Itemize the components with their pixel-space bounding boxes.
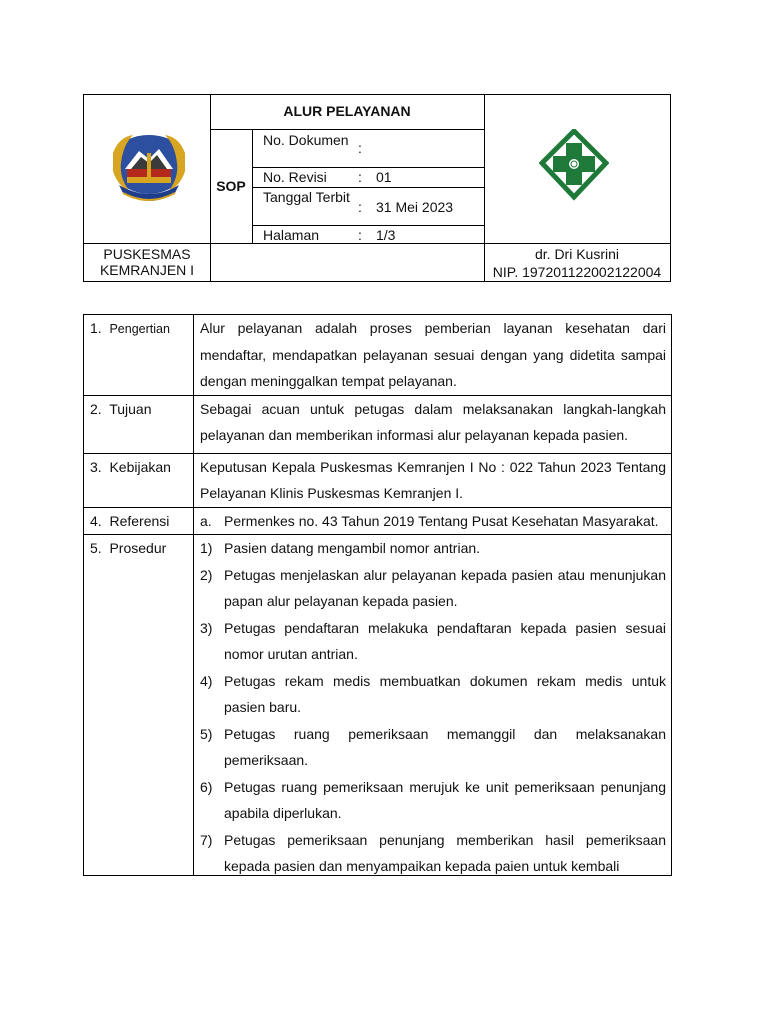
head-nip: NIP. 197201122002122004 — [492, 264, 662, 280]
section-number: 2. — [90, 400, 102, 417]
field-label-no-dokumen: No. Dokumen — [263, 132, 349, 148]
section-number: 3. — [90, 458, 102, 475]
regency-emblem-icon — [109, 123, 189, 213]
section-label-cell — [84, 395, 194, 453]
section-text: Alur pelayanan adalah proses pemberian layanan kesehatan dari mendaftar, mendapatkan pelayanan sesuai dengan yang didetita sampai dengan meninggalkan tempat pelayanan. — [194, 315, 672, 396]
field-colon: : — [358, 227, 362, 243]
section-number: 1. — [90, 320, 102, 336]
organization-name — [84, 246, 210, 278]
list-item — [200, 562, 666, 615]
organization-line: KEMRANJEN I — [99, 262, 195, 278]
list-text: Petugas ruang pemeriksaan memanggil dan melaksanakan pemeriksaan. — [224, 725, 666, 768]
section-text: Sebagai acuan untuk petugas dalam melaksanakan langkah-langkah pelayanan dan memberikan informasi alur pelayanan kepada pasien. — [194, 395, 672, 453]
section-number: 4. — [90, 512, 102, 529]
list-text: Petugas pendaftaran melakuka pendaftaran kepada pasien sesuai nomor urutan antrian. — [224, 619, 666, 662]
head-name: dr. Dri Kusrini — [534, 246, 620, 262]
section-label-cell — [84, 507, 194, 535]
section-text: Keputusan Kepala Puskesmas Kemranjen I No : 022 Tahun 2023 Tentang Pelayanan Klinis Puskesmas Kemranjen I. — [194, 453, 672, 507]
field-label-halaman: Halaman — [263, 227, 320, 243]
list-item — [200, 615, 666, 668]
field-label-tanggal-terbit: Tanggal Terbit — [263, 189, 350, 205]
list-marker: a. — [200, 512, 212, 529]
divider — [210, 129, 484, 130]
divider — [252, 187, 484, 188]
section-label-cell — [84, 453, 194, 507]
sop-header-box — [83, 94, 671, 282]
field-value-tanggal-terbit: 31 Mei 2023 — [376, 199, 454, 215]
field-colon: : — [358, 199, 362, 215]
document-title: ALUR PELAYANAN — [283, 103, 411, 119]
list-item — [200, 721, 666, 774]
table-row — [84, 315, 672, 396]
section-label-cell — [84, 315, 194, 396]
list-marker: 1) — [200, 540, 213, 556]
list-marker: 4) — [200, 672, 213, 689]
table-row — [84, 453, 672, 507]
divider — [252, 225, 484, 226]
field-value-no-revisi: 01 — [376, 169, 392, 185]
divider — [252, 167, 484, 168]
procedure-list — [200, 535, 666, 875]
sop-label: SOP — [216, 178, 246, 194]
list-marker: 2) — [200, 566, 213, 583]
field-colon: : — [358, 169, 362, 185]
divider — [84, 243, 670, 244]
list-text: Permenkes no. 43 Tahun 2019 Tentang Pusat Kesehatan Masyarakat. — [224, 512, 659, 529]
list-item — [200, 535, 666, 562]
field-colon: : — [358, 140, 362, 156]
section-label: Referensi — [109, 512, 170, 529]
list-text: Petugas menjelaskan alur pelayanan kepada pasien atau menunjukan papan alur pelayanan kepada pasien. — [224, 566, 666, 609]
section-label: Kebijakan — [109, 458, 171, 475]
section-label: Prosedur — [109, 540, 167, 556]
organization-line: PUSKESMAS — [103, 246, 191, 262]
table-row — [84, 507, 672, 535]
list-text: Pasien datang mengambil nomor antrian. — [224, 540, 481, 556]
section-label: Pengertian — [109, 322, 170, 336]
sop-content-table — [83, 314, 672, 876]
list-text: Petugas pemeriksaan penunjang memberikan hasil pemeriksaan kepada pasien dan menyampaikan kepada paien untuk kembali — [224, 831, 666, 874]
field-label-no-revisi: No. Revisi — [263, 169, 327, 185]
puskesmas-cross-logo-icon — [539, 129, 609, 201]
table-row — [84, 395, 672, 453]
list-item — [200, 668, 666, 721]
section-list — [194, 535, 672, 876]
list-marker: 6) — [200, 778, 213, 795]
list-marker: 3) — [200, 619, 213, 636]
list-text: Petugas rekam medis membuatkan dokumen rekam medis untuk pasien baru. — [224, 672, 666, 715]
list-item — [200, 827, 666, 876]
list-marker: 7) — [200, 831, 213, 848]
list-item — [200, 774, 666, 827]
section-number: 5. — [90, 540, 102, 556]
section-list — [194, 507, 672, 535]
section-label: Tujuan — [109, 400, 152, 417]
list-text: Petugas ruang pemeriksaan merujuk ke unit pemeriksaan penunjang apabila diperlukan. — [224, 778, 666, 821]
field-value-halaman: 1/3 — [376, 227, 396, 243]
table-row — [84, 535, 672, 876]
list-marker: 5) — [200, 725, 213, 742]
list-item — [200, 508, 666, 535]
section-label-cell — [84, 535, 194, 876]
